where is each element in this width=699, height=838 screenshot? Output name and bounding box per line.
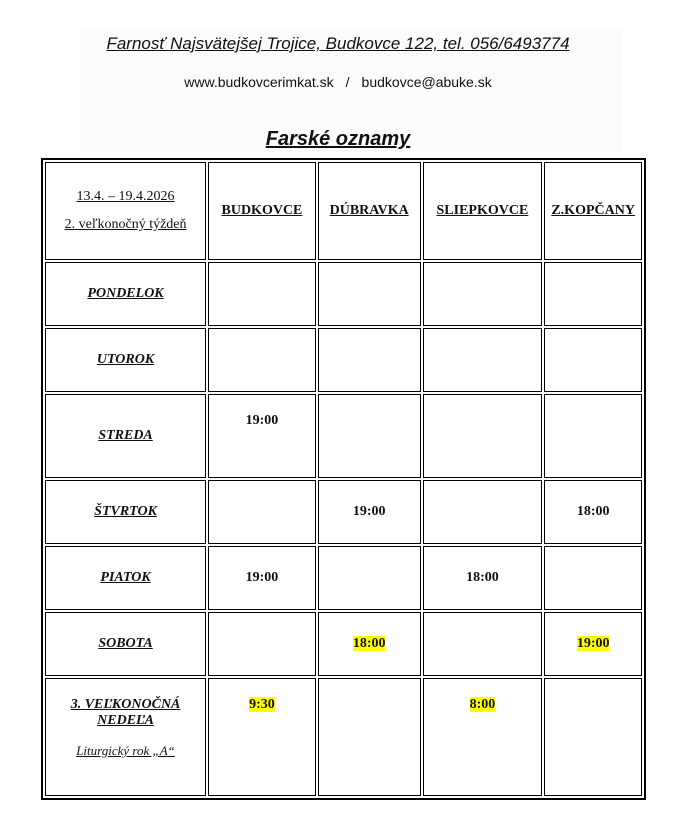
time-cell: 18:00: [423, 546, 543, 610]
day-cell: [45, 678, 206, 796]
day-cell: ŠTVRTOK: [45, 480, 206, 544]
day-label-line2: NEDEĽA: [97, 713, 154, 728]
day-label-line1: 3. VEĽKONOČNÁ: [70, 697, 181, 712]
time-cell: 19:00: [208, 546, 316, 610]
date-range: 13.4. – 19.4.2026: [76, 189, 175, 204]
time-cell: [208, 262, 316, 326]
schedule-table: [41, 158, 646, 800]
week-label: 2. veľkonočný týždeň: [64, 217, 187, 232]
website-link[interactable]: www.budkovcerimkat.sk: [184, 74, 334, 90]
table-header-row: [45, 162, 642, 260]
week-cell: [45, 162, 206, 260]
contact-line: [0, 74, 676, 90]
table-row: [45, 612, 642, 676]
table-row: [45, 678, 642, 796]
time-cell: [423, 394, 543, 478]
column-header-dubravka: DÚBRAVKA: [318, 162, 421, 260]
time-cell: [544, 328, 642, 392]
day-cell: PIATOK: [45, 546, 206, 610]
time-cell: [318, 612, 421, 676]
table-row: [45, 262, 642, 326]
time-cell: [423, 262, 543, 326]
time-cell: [544, 394, 642, 478]
day-cell: PONDELOK: [45, 262, 206, 326]
time-cell: [208, 328, 316, 392]
table-row: [45, 328, 642, 392]
time-cell: [423, 612, 543, 676]
page-title: Farské oznamy: [265, 128, 411, 150]
time-cell: [208, 480, 316, 544]
contact-separator: /: [345, 74, 350, 90]
table-row: [45, 480, 642, 544]
time-cell: [544, 612, 642, 676]
day-cell: UTOROK: [45, 328, 206, 392]
day-cell: SOBOTA: [45, 612, 206, 676]
email-link[interactable]: budkovce@abuke.sk: [361, 74, 492, 90]
liturgical-year: Liturgický rok „A“: [76, 743, 175, 758]
time-cell: [544, 678, 642, 796]
table-row: [45, 394, 642, 478]
time-cell: [544, 262, 642, 326]
parish-info: Farnosť Najsvätejšej Trojice, Budkovce 122, tel. 056/6493774: [106, 34, 570, 53]
highlighted-time: 9:30: [249, 697, 275, 712]
time-cell: [318, 328, 421, 392]
column-header-z-kopcany: Z.KOPČANY: [544, 162, 642, 260]
time-cell: 18:00: [544, 480, 642, 544]
column-header-budkovce: BUDKOVCE: [208, 162, 316, 260]
highlighted-time: 19:00: [576, 636, 610, 651]
column-header-sliepkovce: SLIEPKOVCE: [423, 162, 543, 260]
highlighted-time: 18:00: [352, 636, 386, 651]
time-cell: 19:00: [318, 480, 421, 544]
time-cell: [318, 678, 421, 796]
time-cell: [423, 328, 543, 392]
time-cell: [208, 394, 316, 478]
table-row: [45, 546, 642, 610]
time-cell: [318, 262, 421, 326]
day-cell: STREDA: [45, 394, 206, 478]
time-value: 19:00: [245, 413, 279, 428]
time-cell: [544, 546, 642, 610]
time-cell: [423, 678, 543, 796]
time-cell: [318, 394, 421, 478]
time-cell: [423, 480, 543, 544]
time-cell: [208, 678, 316, 796]
time-cell: [208, 612, 316, 676]
time-cell: [318, 546, 421, 610]
highlighted-time: 8:00: [469, 697, 496, 712]
